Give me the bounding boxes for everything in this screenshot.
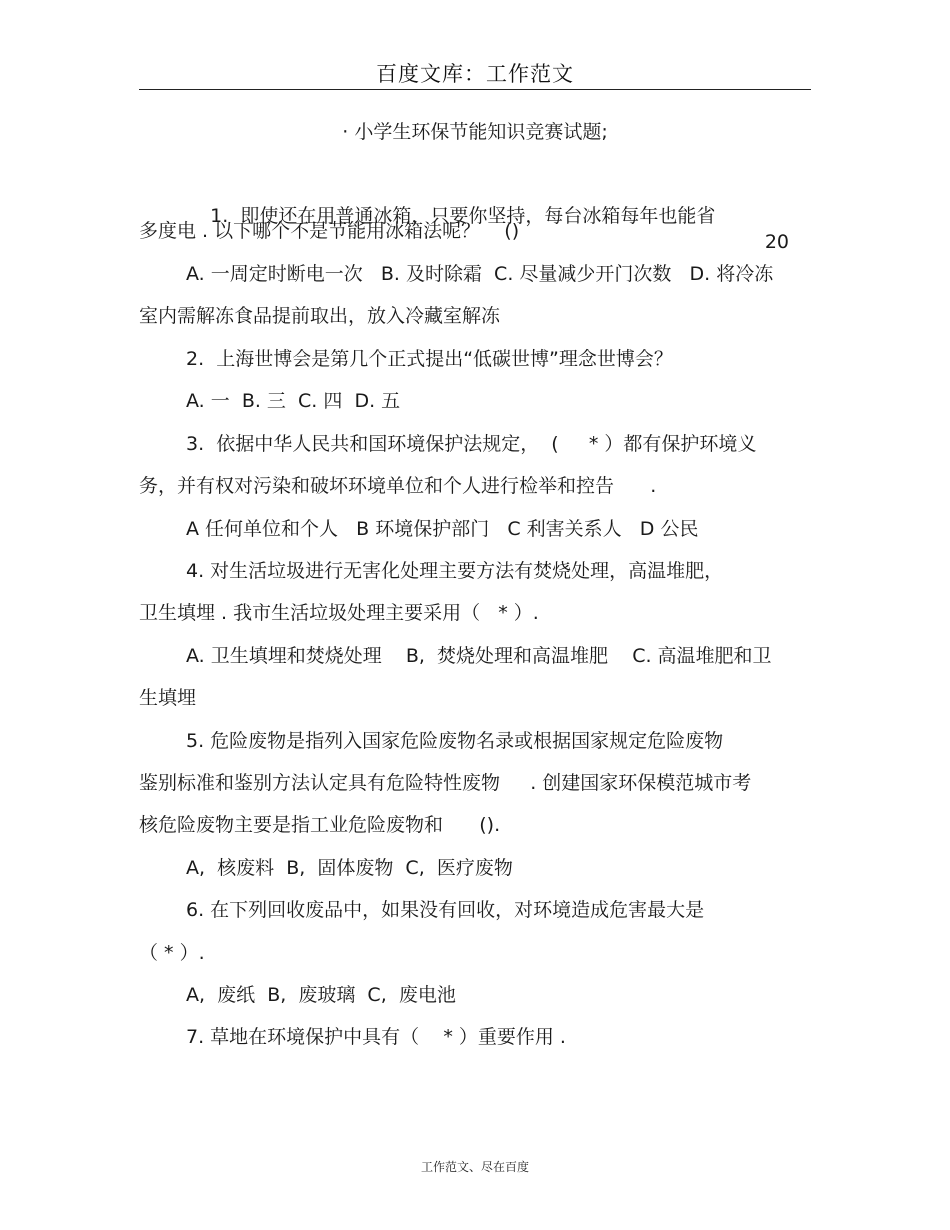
document-title: · 小学生环保节能知识竞赛试题;	[342, 121, 608, 143]
question-3-options: A 任何单位和个人 B 环境保护部门 C 利害关系人 D 公民	[186, 518, 699, 540]
question-5-options: A, 核废料 B, 固体废物 C, 医疗废物	[186, 857, 513, 879]
question-1-options-1: A. 一周定时断电一次 B. 及时除霜 C. 尽量减少开门次数 D. 将冷冻	[186, 263, 774, 285]
question-6-line-1: 6. 在下列回收废品中，如果没有回收，对环境造成危害最大是	[186, 899, 705, 921]
question-7: 7. 草地在环境保护中具有（ * ）重要作用 .	[186, 1026, 566, 1048]
question-3-line-2: 务，并有权对污染和破坏环境单位和个人进行检举和控告 .	[139, 475, 657, 497]
header-divider	[139, 89, 811, 90]
header-title: 百度文库：工作范文	[376, 62, 574, 86]
question-1-line-2: 多度电 . 以下哪个不是节能用冰箱法呢？ ()	[139, 220, 520, 242]
question-1-number: 20	[764, 231, 789, 253]
question-4-line-2: 卫生填埋 . 我市生活垃圾处理主要采用（ * ）.	[139, 602, 539, 624]
question-6-options: A, 废纸 B, 废玻璃 C, 废电池	[186, 984, 456, 1006]
question-5-line-2: 鉴别标准和鉴别方法认定具有危险特性废物 . 创建国家环保模范城市考	[139, 772, 752, 794]
question-5-line-3: 核危险废物主要是指工业危险废物和 ().	[139, 814, 501, 836]
question-1-text: 1. 即使还在用普通冰箱，只要你坚持，每台冰箱每年也能省	[210, 205, 716, 227]
question-3-line-1: 3. 依据中华人民共和国环境保护法规定， ( * ）都有保护环境义	[186, 433, 757, 455]
question-2: 2. 上海世博会是第几个正式提出“低碳世博”理念世博会？	[186, 348, 673, 370]
question-4-options-2: 生填埋	[139, 687, 197, 709]
question-4-options-1: A. 卫生填埋和焚烧处理 B, 焚烧处理和高温堆肥 C. 高温堆肥和卫	[186, 645, 772, 667]
question-6-line-2: （ * ）.	[139, 942, 205, 964]
question-4-line-1: 4. 对生活垃圾进行无害化处理主要方法有焚烧处理，高温堆肥，	[186, 560, 724, 582]
page-footer: 工作范文、尽在百度	[420, 1160, 529, 1174]
question-1-options-2: 室内需解冻食品提前取出，放入冷藏室解冻	[139, 305, 501, 327]
question-2-options: A. 一 B. 三 C. 四 D. 五	[186, 390, 401, 412]
question-5-line-1: 5. 危险废物是指列入国家危险废物名录或根据国家规定危险废物	[186, 730, 724, 752]
